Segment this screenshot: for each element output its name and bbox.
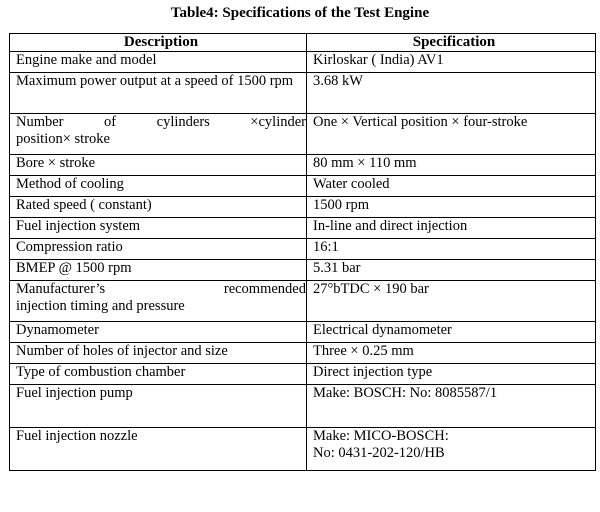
- table-row: [10, 260, 596, 281]
- header-specification: Specification: [307, 34, 596, 52]
- cell-description: Type of combustion chamber: [10, 364, 307, 385]
- cell-description-line: Number of cylinders ×cylinder: [16, 114, 306, 130]
- cell-description: Method of cooling: [10, 176, 307, 197]
- cell-description: Engine make and model: [10, 52, 307, 73]
- cell-specification: 80 mm × 110 mm: [307, 155, 596, 176]
- cell-specification-line: Make: MICO-BOSCH:: [313, 428, 449, 444]
- cell-description: Number of holes of injector and size: [10, 343, 307, 364]
- cell-specification: 27°bTDC × 190 bar: [307, 281, 596, 322]
- table-row: [10, 281, 596, 322]
- table-caption: Table4: Specifications of the Test Engine: [170, 5, 430, 21]
- table-row: [10, 343, 596, 364]
- cell-specification: Three × 0.25 mm: [307, 343, 596, 364]
- cell-description: Fuel injection nozzle: [10, 428, 307, 471]
- cell-specification-line: No: 0431-202-120/HB: [313, 445, 445, 461]
- cell-specification: Water cooled: [307, 176, 596, 197]
- cell-description: Dynamometer: [10, 322, 307, 343]
- cell-specification: One × Vertical position × four-stroke: [307, 114, 596, 155]
- table-row: [10, 155, 596, 176]
- cell-specification: 16:1: [307, 239, 596, 260]
- cell-specification: Direct injection type: [307, 364, 596, 385]
- cell-description: [10, 281, 307, 322]
- cell-specification: 3.68 kW: [307, 73, 596, 114]
- table-row: [10, 364, 596, 385]
- table-row: [10, 218, 596, 239]
- cell-specification: Kirloskar ( India) AV1: [307, 52, 596, 73]
- cell-description: Fuel injection system: [10, 218, 307, 239]
- cell-description: Maximum power output at a speed of 1500 rpm: [10, 73, 307, 114]
- table-header-row: [10, 34, 596, 52]
- cell-specification: [307, 428, 596, 471]
- cell-description: Rated speed ( constant): [10, 197, 307, 218]
- cell-description: BMEP @ 1500 rpm: [10, 260, 307, 281]
- cell-specification: In-line and direct injection: [307, 218, 596, 239]
- cell-description: Compression ratio: [10, 239, 307, 260]
- table-row: [10, 52, 596, 73]
- table-row: [10, 239, 596, 260]
- header-description: Description: [10, 34, 307, 52]
- cell-description: [10, 114, 307, 155]
- table-row: [10, 322, 596, 343]
- cell-description: Fuel injection pump: [10, 385, 307, 428]
- cell-specification: Make: BOSCH: No: 8085587/1: [307, 385, 596, 428]
- table-row: [10, 197, 596, 218]
- cell-description-line: injection timing and pressure: [16, 298, 185, 314]
- table-row: [10, 114, 596, 155]
- table-row: [10, 385, 596, 428]
- specifications-table: [9, 33, 596, 471]
- cell-specification: Electrical dynamometer: [307, 322, 596, 343]
- cell-description-line: position× stroke: [16, 131, 110, 147]
- table-row: [10, 73, 596, 114]
- cell-description-line: Manufacturer’s recommended: [16, 281, 306, 297]
- cell-specification: 5.31 bar: [307, 260, 596, 281]
- cell-specification: 1500 rpm: [307, 197, 596, 218]
- table-row: [10, 428, 596, 471]
- cell-description: Bore × stroke: [10, 155, 307, 176]
- table-row: [10, 176, 596, 197]
